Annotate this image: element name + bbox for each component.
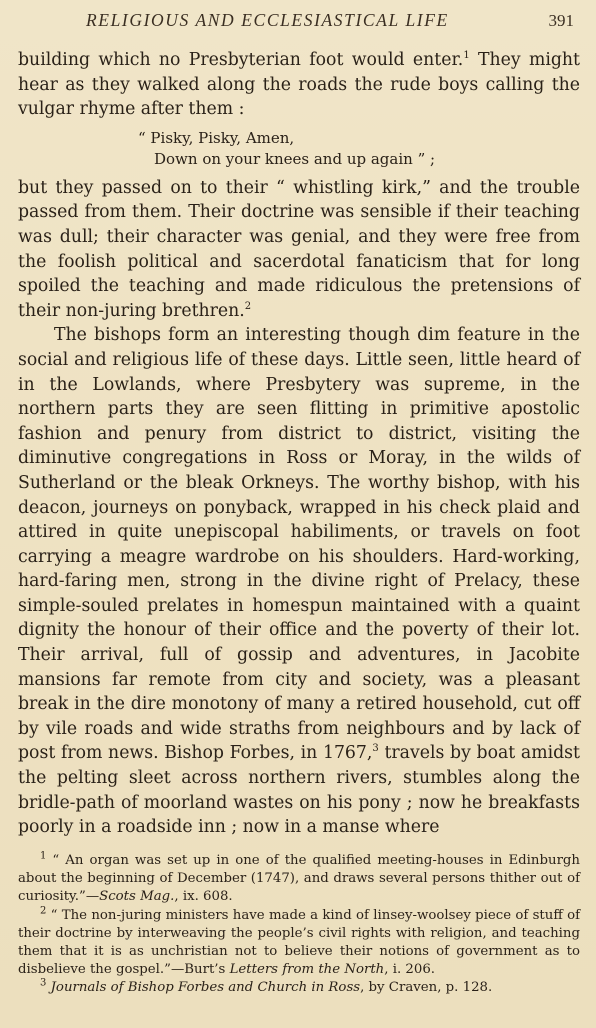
paragraph-1 — [18, 48, 580, 122]
footnote-2-source: Letters from the North — [229, 962, 385, 978]
verse-line-2: Down on your knees and up again ” ; — [154, 149, 436, 168]
paragraph-3 — [18, 323, 580, 839]
paragraph-1-text: building which no Presbyterian foot would enter. — [18, 50, 464, 70]
footnote-ref-2: 2 — [244, 300, 252, 312]
footnote-2-tail: , i. 206. — [384, 962, 436, 978]
footnote-3 — [18, 979, 580, 997]
running-head: RELIGIOUS AND ECCLESIASTICAL LIFE — [86, 10, 449, 30]
footnote-ref-1: 1 — [463, 50, 470, 62]
paragraph-1-continuation: They might hear as they walked along the roads the rude boys calling the vulgar rhyme after them : — [18, 50, 580, 120]
footnote-2 — [18, 907, 580, 980]
footnote-ref-3: 3 — [372, 743, 379, 755]
body-text — [18, 48, 580, 840]
footnote-1 — [18, 852, 580, 907]
footnote-2-number: 2 — [40, 905, 47, 917]
paragraph-2-text: but they passed on to their “ whistling kirk,” and the trouble passed from them. Their doctrine was sensible if their teaching was dull; their character was genial, and they were free from the foolish political and sacerdotal fanaticism that for long spoiled the teaching and made ridiculous the pretensions of their non-juring brethren. — [18, 177, 580, 321]
footnote-3-number: 3 — [40, 978, 47, 989]
footnotes — [18, 852, 580, 998]
paragraph-3-text: The bishops form an interesting though dim feature in the social and religious life of these days. Little seen, little heard of in the Lowlands, where Presbytery was supreme, in the northern parts they are seen flitting in primitive apostolic fashion and penury from district to district, visiting the diminutive congregations in Ross or Moray, in the wilds of Sutherland or the bleak Orkneys. The worthy bishop, with his deacon, journeys on ponyback, wrapped in his check plaid and attired in quite unepiscopal habiliments, or travels on foot carrying a meagre wardrobe on his shoulders. Hard-working, hard-faring men, strong in the divine right of Prelacy, these simple-souled prelates in homespun maintained with a quaint dignity the honour of their office and the poverty of their lot. Their arrival, full of gossip and adventures, in Jacobite mansions far remote from city and society, was a pleasant break in the dire monotony of many a retired household, cut off by vile roads and wide straths from neighbours and by lack of post from news. Bishop Forbes, in 1767, — [18, 325, 580, 764]
verse-line-1: “ Pisky, Pisky, Amen, — [138, 128, 295, 147]
paragraph-2 — [18, 176, 580, 324]
footnote-3-tail: , by Craven, p. 128. — [360, 980, 493, 996]
verse-quote — [138, 128, 580, 170]
paragraph-3-continuation: travels by boat amidst the pelting sleet across northern rivers, stumbles along the bridle-path of moorland wastes on his pony ; now he breakfasts poorly in a roadside inn ; now in a manse where — [18, 743, 580, 838]
page-number: 391 — [548, 11, 574, 30]
footnote-1-text: “ An organ was set up in one of the qualified meeting-houses in Edinburgh about the beginning of December (1747), and draws several persons thither out of curiosity.”— — [18, 853, 580, 905]
footnote-2-text: “ The non-juring ministers have made a kind of linsey-woolsey piece of stuff of their doctrine by interweaving the people’s civil rights with religion, and teaching them that it is as unchristian not to believe their notions of government as to disbelieve the gospel.”—Burt’s — [18, 907, 580, 978]
footnote-1-number: 1 — [40, 850, 47, 862]
page-header — [86, 10, 582, 34]
footnote-1-tail: , ix. 608. — [174, 889, 233, 905]
footnote-3-source: Journals of Bishop Forbes and Church in Ross — [46, 980, 361, 996]
footnote-1-source: Scots Mag. — [99, 889, 175, 905]
